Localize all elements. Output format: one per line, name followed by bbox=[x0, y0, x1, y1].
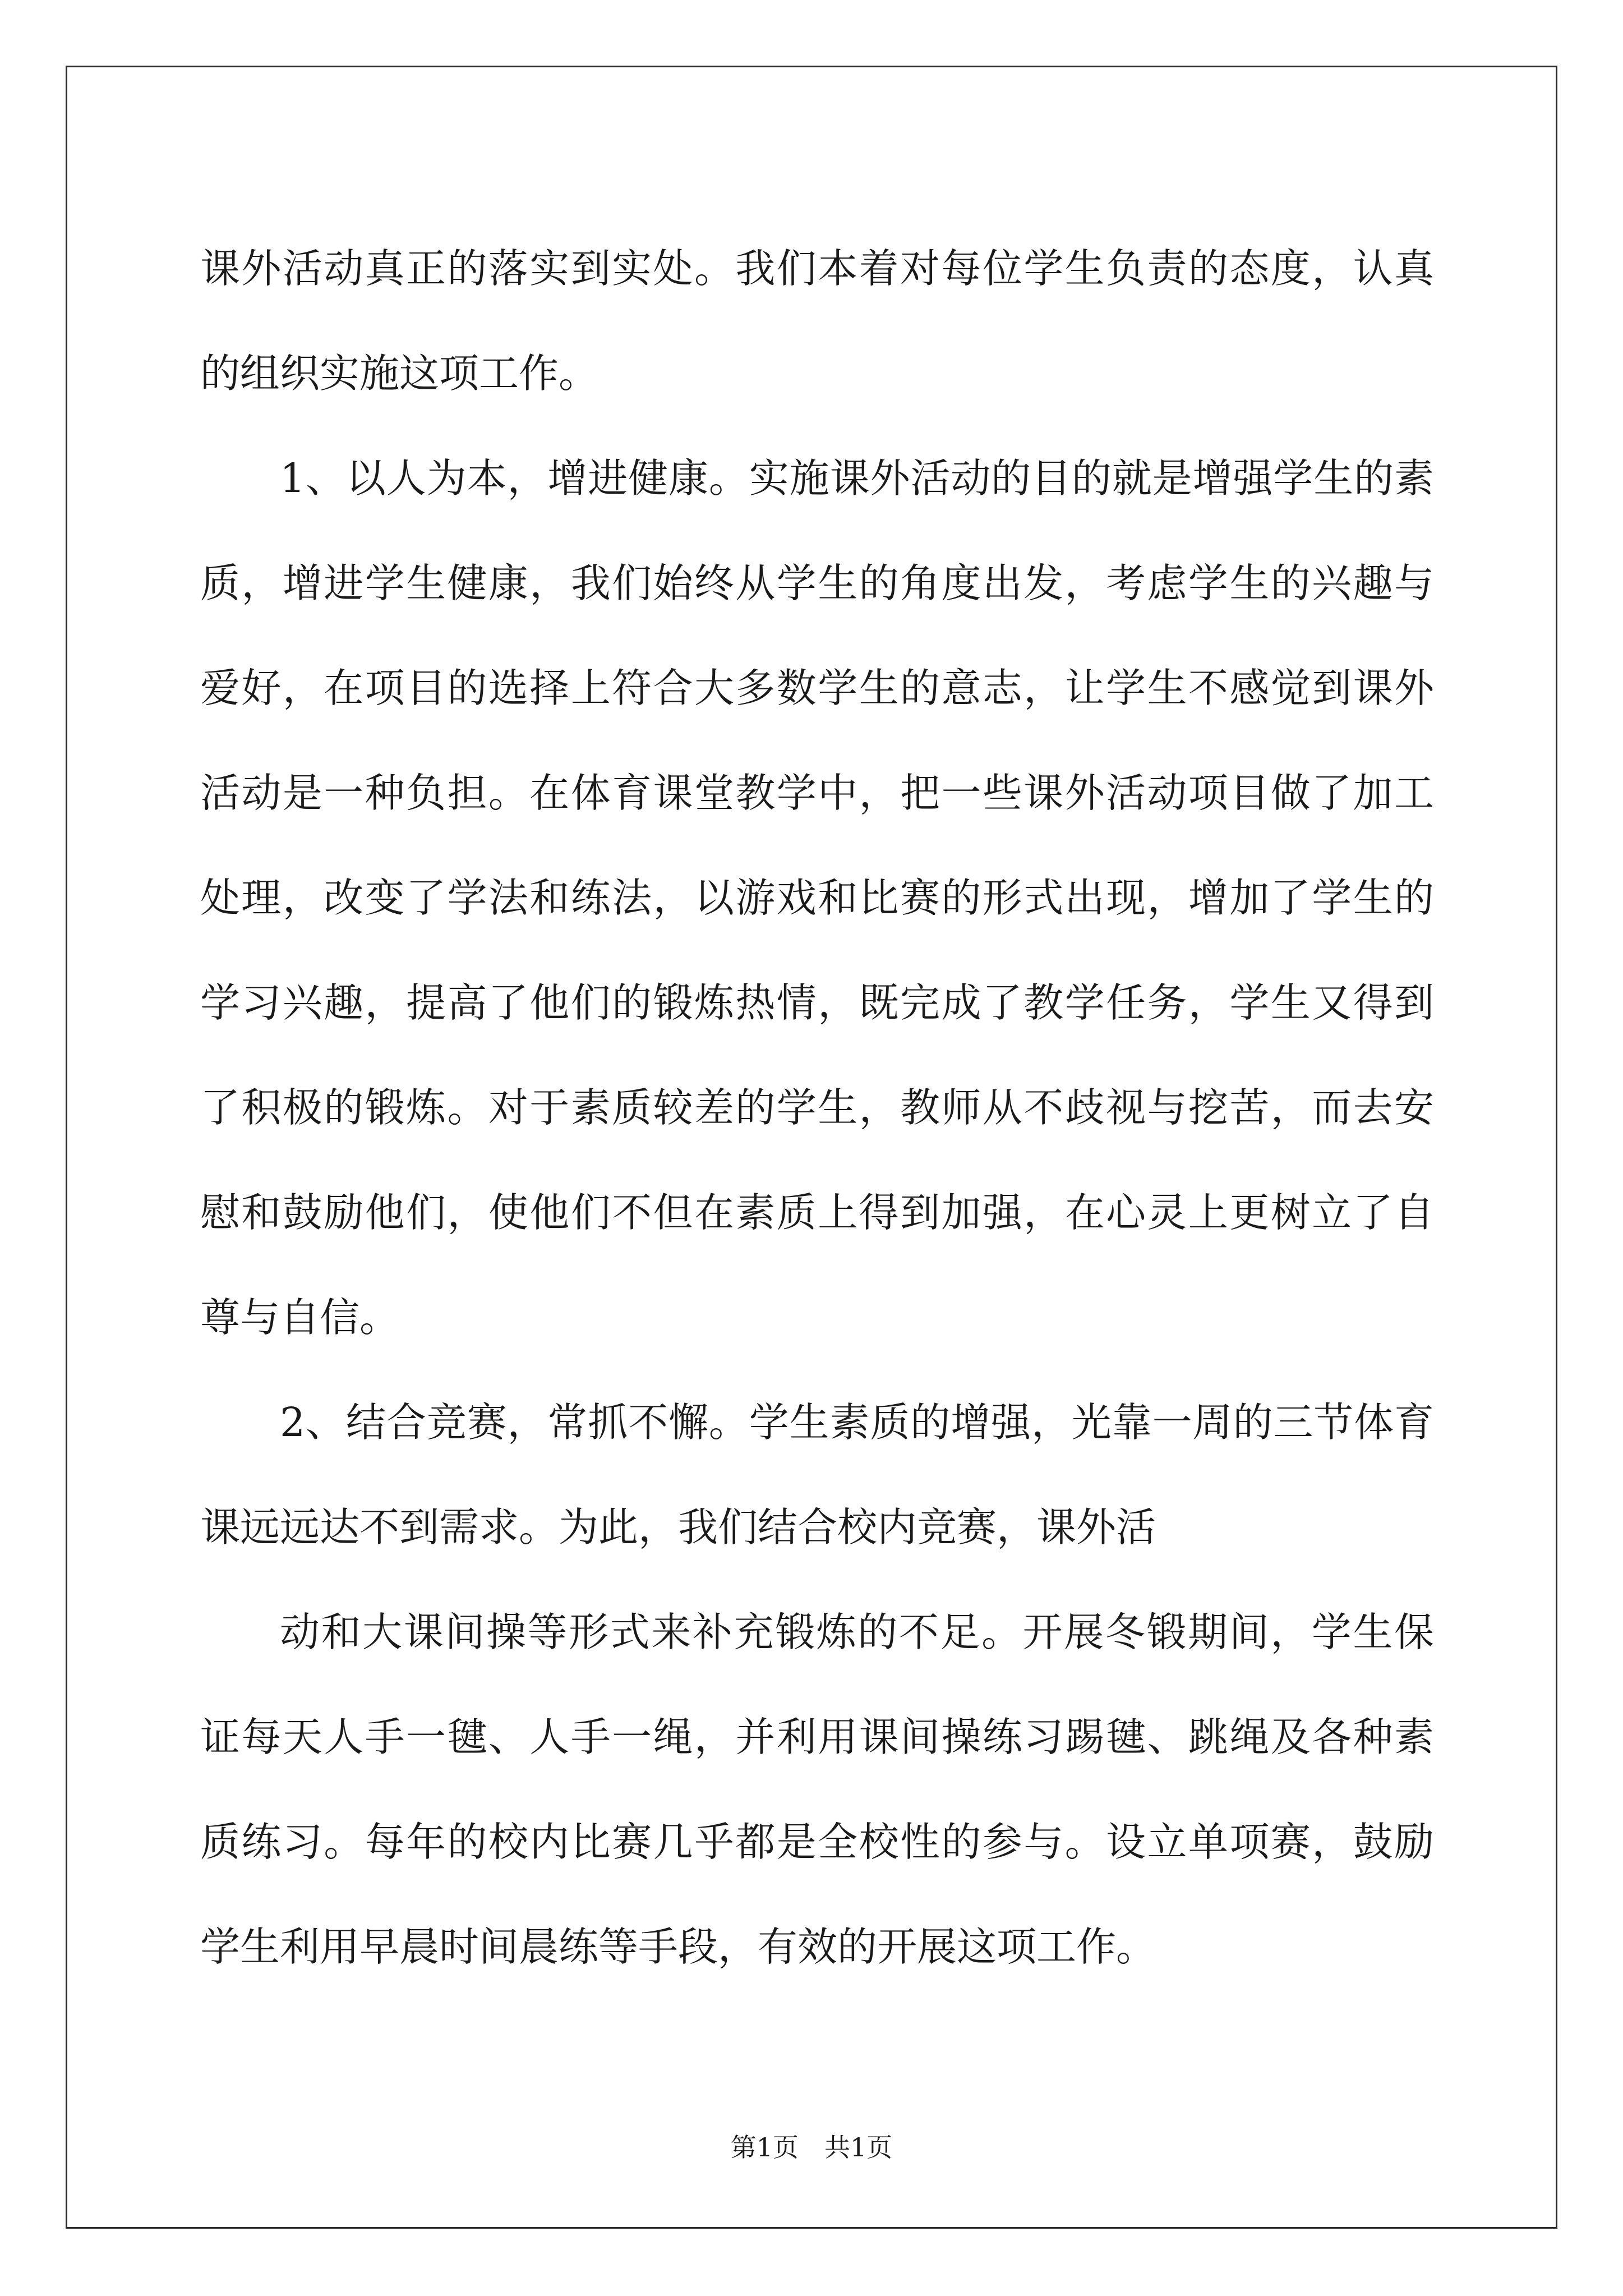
text-line: 活动是一种负担。在体育课堂教学中，把一些课外活动项目做了加工 bbox=[200, 770, 1434, 816]
text-line: 的组织实施这项工作。 bbox=[200, 350, 599, 397]
text-line: 证每天人手一毽、人手一绳，并利用课间操练习踢毽、跳绳及各种素 bbox=[200, 1714, 1434, 1760]
text-line: 学生利用早晨时间晨练等手段，有效的开展这项工作。 bbox=[200, 1924, 1156, 1970]
page-total: 共1页 bbox=[824, 2132, 893, 2162]
text-line: 质练习。每年的校内比赛几乎都是全校性的参与。设立单项赛，鼓励 bbox=[200, 1819, 1434, 1865]
text-line: 爱好，在项目的选择上符合大多数学生的意志，让学生不感觉到课外 bbox=[200, 665, 1434, 711]
text-line: 课远远达不到需求。为此，我们结合校内竞赛，课外活 bbox=[200, 1504, 1156, 1550]
text-line: 尊与自信。 bbox=[200, 1294, 400, 1341]
text-line: 质，增进学生健康，我们始终从学生的角度出发，考虑学生的兴趣与 bbox=[200, 560, 1434, 606]
text-line: 课外活动真正的落实到实处。我们本着对每位学生负责的态度，认真 bbox=[200, 245, 1434, 292]
page-footer bbox=[0, 2131, 1623, 2164]
text-line: 处理，改变了学法和练法，以游戏和比赛的形式出现，增加了学生的 bbox=[200, 875, 1434, 921]
document-body bbox=[200, 216, 1434, 1999]
paragraph-start-line: 动和大课间操等形式来补充锻炼的不足。开展冬锻期间，学生保 bbox=[280, 1609, 1434, 1655]
text-line: 了积极的锻炼。对于素质较差的学生，教师从不歧视与挖苦，而去安 bbox=[200, 1084, 1434, 1131]
paragraph-start-line: 2、结合竞赛，常抓不懈。学生素质的增强，光靠一周的三节体育 bbox=[280, 1399, 1434, 1446]
page-number: 第1页 bbox=[730, 2132, 799, 2162]
text-line: 学习兴趣，提高了他们的锻炼热情，既完成了教学任务，学生又得到 bbox=[200, 979, 1434, 1026]
paragraph-start-line: 1、以人为本，增进健康。实施课外活动的目的就是增强学生的素 bbox=[280, 455, 1434, 501]
text-line: 慰和鼓励他们，使他们不但在素质上得到加强，在心灵上更树立了自 bbox=[200, 1189, 1434, 1236]
